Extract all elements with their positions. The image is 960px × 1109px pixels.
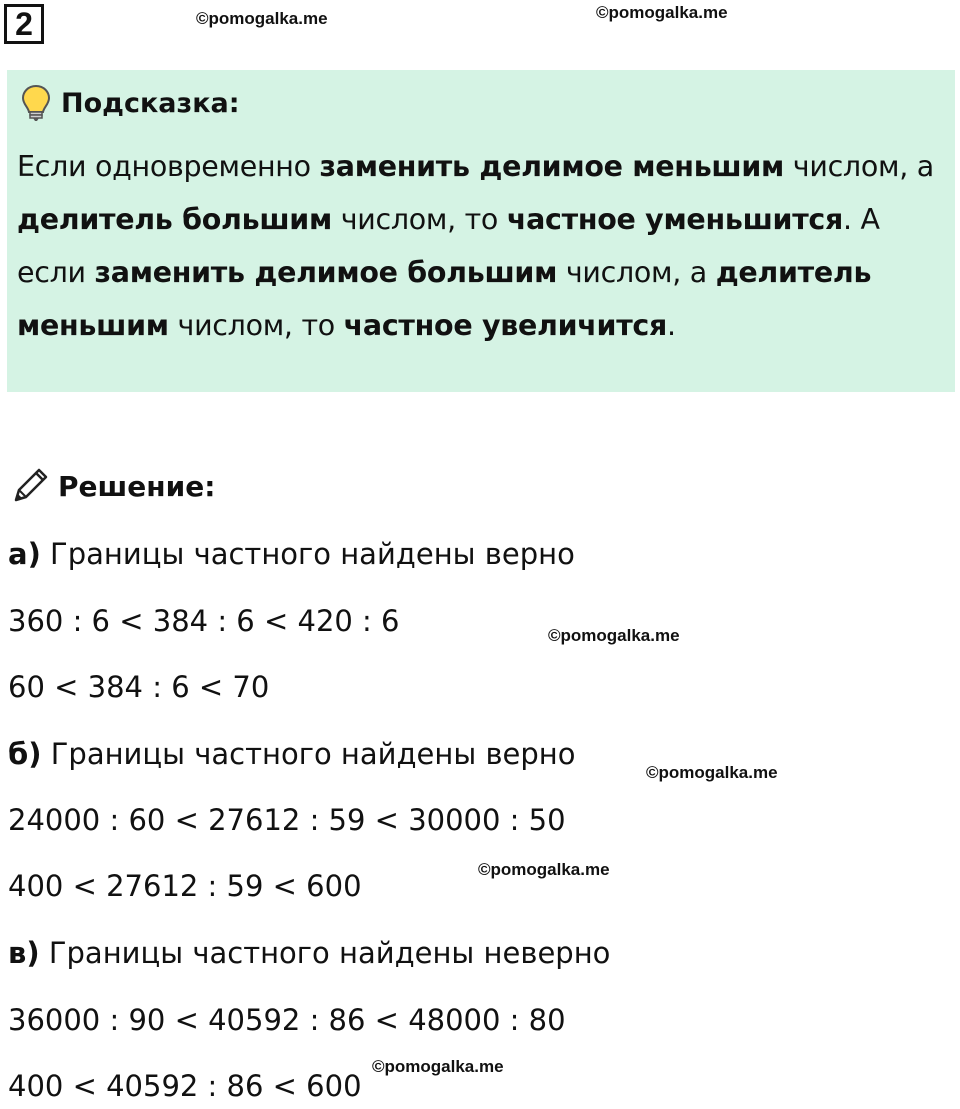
hint-text-normal: числом, а xyxy=(557,256,716,289)
solution-c-label: в) xyxy=(8,936,40,970)
solution-a-label: а) xyxy=(8,537,41,571)
watermark: ©pomogalka.me xyxy=(596,3,728,22)
solution-b-heading xyxy=(8,737,576,771)
hint-text xyxy=(17,140,947,352)
solution-title xyxy=(10,466,215,506)
hint-text-normal: числом, то xyxy=(331,203,507,236)
hint-text-normal: Если одновременно xyxy=(17,150,320,183)
hint-text-normal: . xyxy=(667,309,676,342)
solution-a-line2: 60 < 384 : 6 < 70 xyxy=(8,670,270,704)
solution-b-line1: 24000 : 60 < 27612 : 59 < 30000 : 50 xyxy=(8,803,566,837)
solution-c-line2: 400 < 40592 : 86 < 600 xyxy=(8,1069,362,1103)
hint-text-bold: заменить делимое меньшим xyxy=(319,150,785,183)
hint-text-bold: делитель меньшим xyxy=(17,256,872,342)
hint-text-bold: заменить делимое большим xyxy=(94,256,558,289)
watermark: ©pomogalka.me xyxy=(196,9,328,28)
hint-text-bold: частное увеличится xyxy=(343,309,668,342)
solution-b-line2: 400 < 27612 : 59 < 600 xyxy=(8,869,362,903)
solution-c-text: Границы частного найдены неверно xyxy=(39,936,611,970)
solution-c-heading xyxy=(8,936,610,970)
lightbulb-icon xyxy=(21,84,51,122)
hint-text-normal: числом, то xyxy=(168,309,344,342)
watermark: ©pomogalka.me xyxy=(372,1057,504,1076)
hint-title xyxy=(21,84,240,122)
hint-text-normal: числом, а xyxy=(784,150,934,183)
solution-title-text: Решение: xyxy=(58,469,216,503)
solution-a-text: Границы частного найдены верно xyxy=(40,537,575,571)
watermark: ©pomogalka.me xyxy=(646,763,778,782)
watermark: ©pomogalka.me xyxy=(478,860,610,879)
hint-box xyxy=(7,70,955,392)
solution-b-label: б) xyxy=(8,737,42,771)
solution-c-line1: 36000 : 90 < 40592 : 86 < 48000 : 80 xyxy=(8,1003,566,1037)
hint-title-text: Подсказка: xyxy=(61,87,240,119)
pencil-icon xyxy=(10,466,50,506)
solution-a-heading xyxy=(8,537,575,571)
hint-text-normal: . А если xyxy=(17,203,880,289)
solution-b-text: Границы частного найдены верно xyxy=(41,737,576,771)
task-number: 2 xyxy=(4,4,44,44)
hint-text-bold: делитель большим xyxy=(17,203,332,236)
hint-text-bold: частное уменьшится xyxy=(506,203,844,236)
watermark: ©pomogalka.me xyxy=(548,626,680,645)
solution-a-line1: 360 : 6 < 384 : 6 < 420 : 6 xyxy=(8,604,400,638)
